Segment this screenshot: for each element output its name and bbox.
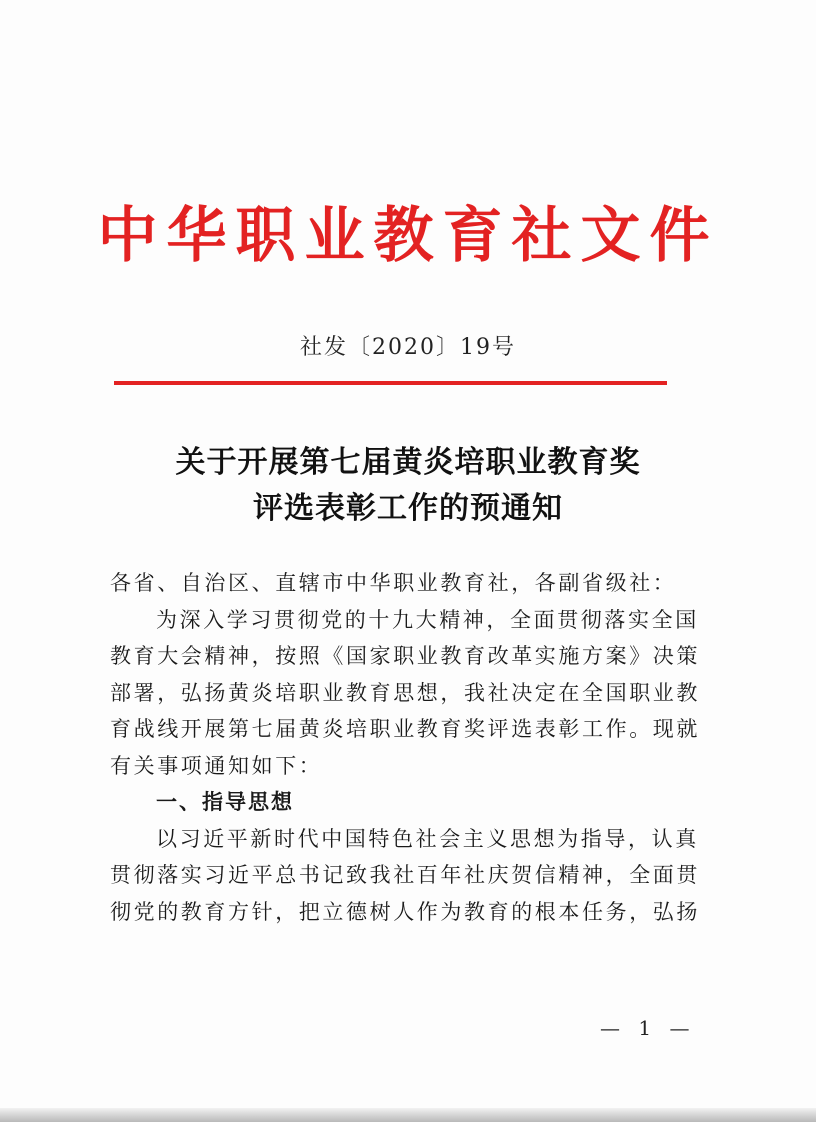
page-number: — 1 — [600, 1016, 696, 1040]
document-number: 社发〔2020〕19号 [300, 335, 516, 360]
notice-title-line-1: 关于开展第七届黄炎培职业教育奖 [175, 445, 641, 480]
salutation: 各省、自治区、直辖市中华职业教育社，各副省级社： [110, 571, 677, 595]
notice-title-line-2: 评选表彰工作的预通知 [253, 491, 563, 526]
body-line: 部署，弘扬黄炎培职业教育思想，我社决定在全国职业教 [110, 680, 700, 705]
body-line: 有关事项通知如下： [110, 753, 323, 778]
body-line: 育战线开展第七届黄炎培职业教育奖评选表彰工作。现就 [110, 717, 700, 741]
notice-title [0, 440, 816, 532]
document-header-title: 中华职业教育社文件 [97, 201, 719, 271]
body-line: 为深入学习贯彻党的十九大精神，全面贯彻落实全国 [156, 607, 699, 632]
red-separator-line [114, 381, 667, 385]
body-line: 以习近平新时代中国特色社会主义思想为指导，认真 [156, 826, 699, 851]
scan-bottom-edge [0, 1108, 816, 1122]
body-line: 贯彻落实习近平总书记致我社百年社庆贺信精神，全面贯 [110, 863, 700, 887]
document-body [110, 565, 700, 930]
section-heading: 一、指导思想 [156, 790, 294, 814]
body-line: 教育大会精神，按照《国家职业教育改革实施方案》决策 [110, 644, 700, 668]
body-line: 彻党的教育方针，把立德树人作为教育的根本任务，弘扬 [110, 899, 700, 924]
